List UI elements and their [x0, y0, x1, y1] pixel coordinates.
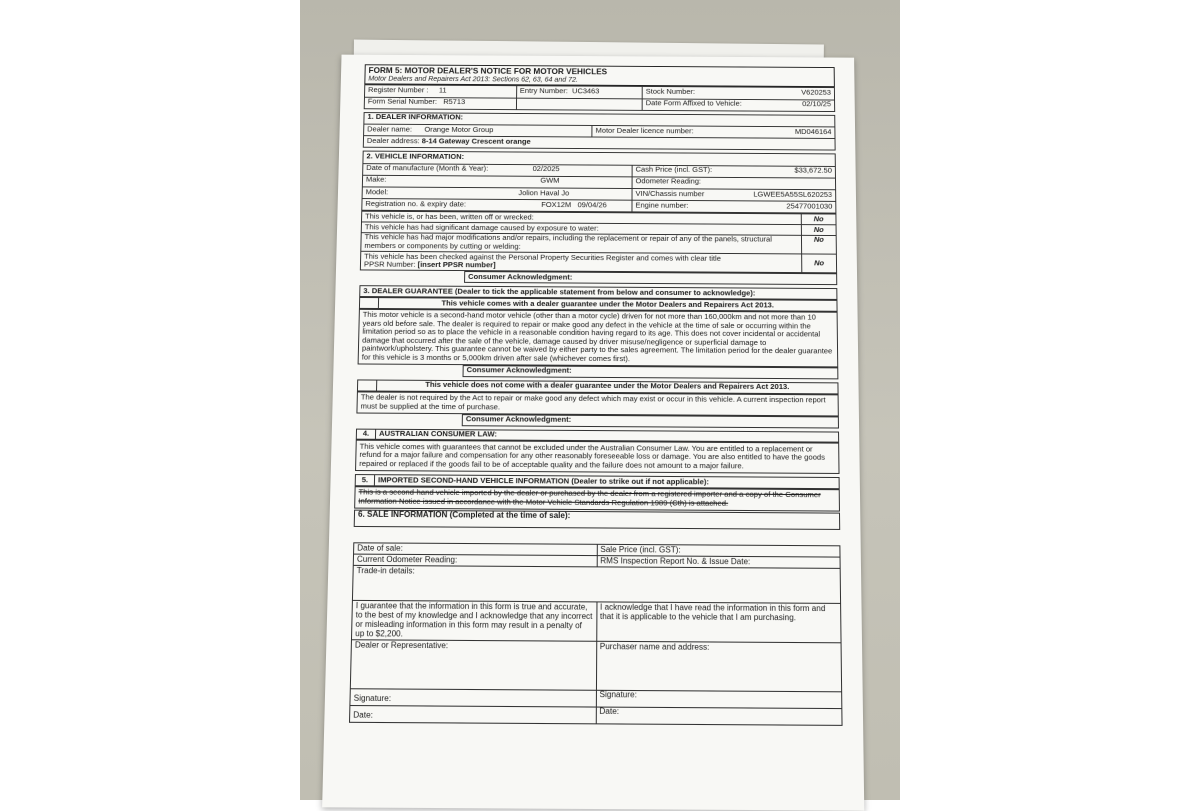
vehicle-heading: 2. VEHICLE INFORMATION: [363, 151, 835, 166]
model-value: Jolion Haval Jo [518, 187, 570, 197]
imported-text: This is a second-hand vehicle imported by the dealer or purchased by the dealer from a registered importer and a copy of the Consumer Information Notice issued in accordance with the Motor Vehicle Standards Regulation 1989 (Cth) is attached. [355, 486, 840, 510]
dealer-representative-field[interactable]: Dealer or Representative: [350, 640, 596, 690]
purchaser-signature-field[interactable]: Signature: [596, 690, 842, 708]
q-ppsr-answer[interactable]: No [802, 254, 837, 273]
cash-price-value: $33,672.50 [794, 165, 832, 175]
form-sheet [322, 55, 864, 811]
guarantee-option-2-tick[interactable] [357, 380, 376, 391]
consumer-ack-guarantee-2[interactable]: Consumer Acknowledgment: [462, 414, 838, 428]
guarantee-option-2-label: This vehicle does not come with a dealer guarantee under the Motor Dealers and Repairers Act 2013. [377, 380, 839, 394]
dealer-address-cell: Dealer address: 8-14 Gateway Crescent orange [363, 136, 835, 151]
vehicle-section: 2. VEHICLE INFORMATION: Date of manufacture (Month & Year): 02/2025 Cash Price (incl. GST): $33,672.50 Make: GWM Odometer Reading: Model: Jolion Haval Jo VIN/Chassis number LGWEE5A55SL620253 Registration no. & expiry date: FOX12M 09/04/26 Engine number: 25477001030 [361, 151, 836, 214]
q-water-damage: This vehicle has had significant damage caused by exposure to water: [361, 222, 801, 235]
serial-cell: Form Serial Number: R5713 [364, 97, 516, 110]
entry-cell: Entry Number: UC3463 [516, 86, 642, 98]
dealer-guarantee-statement: I guarantee that the information in this form is true and accurate, to the best of my knowledge and I acknowledge that any incorrect or misleading information in this form may result in a penalty of up to $2,200. [351, 601, 596, 642]
sale-date-field[interactable]: Date of sale: [354, 543, 597, 556]
ppsr-value: [insert PPSR number] [417, 259, 496, 270]
engine-value: 25477001030 [786, 201, 833, 211]
q-modifications: This vehicle has had major modifications and/or repairs, including the replacement or repair of any of the panels, structural members or components by cutting or welding: [361, 232, 802, 253]
stock-cell: Stock Number: V620253 [642, 87, 834, 100]
vehicle-questions [360, 211, 837, 273]
entry-value: UC3463 [572, 86, 600, 96]
purchaser-name-address-field[interactable]: Purchaser name and address: [596, 642, 842, 692]
dealer-date-field[interactable]: Date: [350, 705, 596, 724]
vin-value: LGWEE5A55SL620253 [753, 189, 833, 199]
consumer-ack-vehicle[interactable]: Consumer Acknowledgment: [465, 272, 837, 285]
dealer-name-value: Orange Motor Group [424, 124, 494, 134]
dealer-name-cell: Dealer name: Orange Motor Group [364, 124, 593, 137]
rms-report-field[interactable]: RMS Inspection Report No. & Issue Date: [597, 556, 840, 569]
rego-expiry: 09/04/26 [577, 200, 607, 210]
dealer-signature-field[interactable]: Signature: [350, 688, 596, 706]
date-affixed-cell: Date Form Affixed to Vehicle: 02/10/25 [642, 99, 834, 112]
q-written-off: This vehicle is, or has been, written off or wrecked: [361, 212, 801, 225]
form-meta-table [364, 85, 835, 112]
dealer-heading: 1. DEALER INFORMATION: [364, 112, 835, 127]
q-ppsr: This vehicle has been checked against the Personal Property Securities Register and comes with clear title PPSR Number: [insert PPSR number] [360, 251, 801, 273]
purchaser-date-field[interactable]: Date: [596, 707, 842, 726]
q-modifications-answer[interactable]: No [801, 235, 836, 254]
dealer-section [363, 112, 836, 151]
acl-text: This vehicle comes with guarantees that cannot be excluded under the Australian Consumer Law. You are entitled to a replacement or refund for a major failure and compensation for any other reasonably foreseeable loss or damage. You are also entitled to have the goods repaired or replaced if the goods fail to be of acceptable quality and the failure does not amount to a major failure. [356, 441, 839, 474]
guarantee-option-2-text: The dealer is not required by the Act to repair or make good any defect which may exist or occur in this vehicle. A current inspection report must be supplied at the time of purchase. [357, 391, 838, 415]
vehicle-ack-row [360, 271, 838, 286]
make-value: GWM [540, 176, 560, 186]
consumer-ack-guarantee-1[interactable]: Consumer Acknowledgment: [463, 365, 838, 378]
imported-section: 5. IMPORTED SECOND-HAND VEHICLE INFORMATION (Dealer to strike out if not applicable): [355, 474, 840, 489]
form-page [349, 64, 843, 726]
guarantee-heading: 3. DEALER GUARANTEE (Dealer to tick the applicable statement from below and consumer to acknowledge): [360, 286, 837, 299]
current-odometer-field[interactable]: Current Odometer Reading: [353, 554, 596, 567]
act-line: Motor Dealers and Repairers Act 2013: Sections 62, 63, 64 and 72. [368, 74, 578, 85]
guarantee-option-1-tick[interactable] [359, 297, 378, 308]
sale-price-field[interactable]: Sale Price (incl. GST): [597, 544, 840, 557]
acl-heading: AUSTRALIAN CONSUMER LAW: [375, 429, 838, 443]
acl-section: 4. AUSTRALIAN CONSUMER LAW: [356, 428, 839, 443]
form-header [364, 64, 835, 87]
sale-heading: 6. SALE INFORMATION (Completed at the time of sale): [354, 510, 839, 530]
q-written-off-answer[interactable]: No [801, 214, 836, 225]
stock-value: V620253 [801, 87, 832, 97]
guarantee-option-1-label: This vehicle comes with a dealer guarantee under the Motor Dealers and Repairers Act 2013. [378, 298, 837, 311]
dealer-address-value: 8-14 Gateway Crescent orange [421, 136, 531, 146]
form-title: FORM 5: MOTOR DEALER'S NOTICE FOR MOTOR VEHICLES [368, 65, 608, 77]
q-water-damage-answer[interactable]: No [801, 225, 836, 236]
purchaser-acknowledgement: I acknowledge that I have read the information in this form and that it is applicable to the vehicle that I am purchasing. [596, 602, 841, 643]
rego-value: FOX12M [541, 199, 572, 209]
licence-cell: Motor Dealer licence number: MD046164 [592, 125, 835, 138]
manufacture-value: 02/2025 [532, 164, 560, 174]
sale-section [349, 509, 843, 726]
date-affixed-value: 02/10/25 [802, 99, 832, 109]
register-value: 11 [438, 85, 447, 95]
trade-in-field[interactable]: Trade-in details: [352, 566, 840, 604]
licence-value: MD046164 [794, 126, 832, 136]
register-cell: Register Number : 11 [364, 85, 516, 98]
imported-heading: IMPORTED SECOND-HAND VEHICLE INFORMATION (Dealer to strike out if not applicable): [374, 475, 839, 489]
serial-value: R5713 [443, 97, 466, 107]
guarantee-option-1-text: This motor vehicle is a second-hand motor vehicle (other than a motor cycle) driven for not more than 160,000km and not more than 10 years old before sale. The dealer is required to repair or make good any defect in the vehicle at the time of sale or occurring within the limitation period so as to place the vehicle in a reasonable condition having regard to its age. This does not cover incidental or accidental damage that occurred after the sale of the vehicle, damage caused by driver misuse/negligence or superficial damage to paintwork/upholstery. This guarantee cannot be waived by either party to the sales agreement. The limitation period for the dealer guarantee for this vehicle is 3 months or 5,000km driven after sale (whichever comes first). [358, 309, 838, 367]
